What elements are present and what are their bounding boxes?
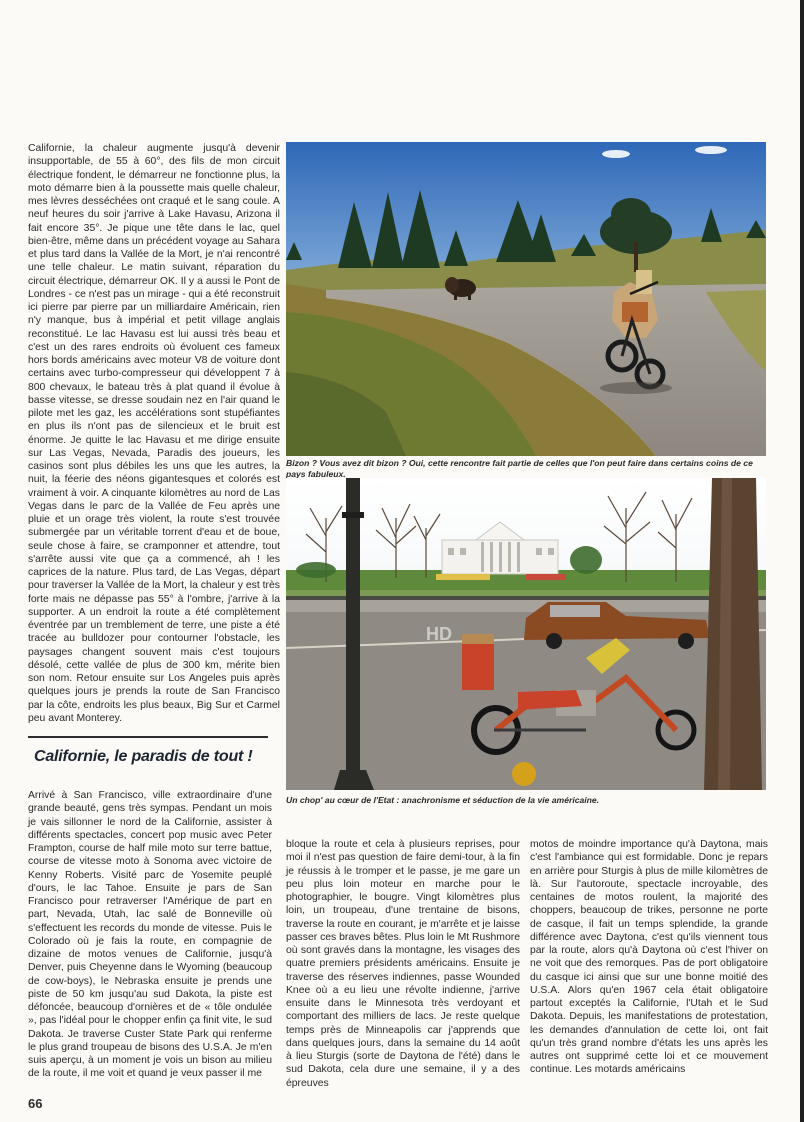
article-column-1: [28, 142, 280, 724]
photo-caption: Bizon ? Vous avez dit bizon ? Oui, cette rencontre fait partie de celles que l'on peut faire dans certains coins de ce pays fabuleux.: [286, 458, 753, 479]
article-paragraph: motos de moindre importance qu'à Daytona, mais c'est l'ambiance qui est formidable. Donc je repars en arrière pour Sturgis à plus de mille kilomètres de là. Sur l'autoroute, spectacle incroyable, des centaines de motos roulent, la majorité des choppers, beaucoup de trikes, personne ne porte de casque, il fait un temps splendide, la grande différence avec Daytona, c'est qu'ils viennent tous par la route, alors qu'à Daytona où c'est l'hiver on ne voit que des remorques. Pas de port obligatoire du casque ici ainsi que sur une bonne moitié des U.S.A. Alors qu'en 1967 cela était obligatoire partout exceptés la Californie, l'Utah et le Sud Dakota. Depuis, les manifestations de protestation, les demandes d'annulation de cette loi, ont fait qu'un très grand nombre d'états les uns après les autres ont supprimé cette loi et ce mouvement continue. Les motards américains: [530, 839, 768, 1076]
article-paragraph: bloque la route et cela à plusieurs reprises, pour moi il n'est pas question de faire demi-tour, à la fin je réussis à le tromper et le passe, je me gare un peu plus loin moteur en marche pour le photographier, le bougre. Vingt kilomètres plus loin, un troupeau, d'une trentaine de bisons, traverse la route en courant, je m'arrête et je laisse passer ces braves bêtes. Plus loin le Mt Rushmore où sont gravés dans la montagne, les visages des quatre premiers présidents américains. Ensuite je traverse des réserves indiennes, passe Wounded Knee où a eu lieu une révolte indienne, j'arrive ensuite dans le Minnesota très verdoyant et comportant des milliers de lacs. Je reste quelque temps près de Minneapolis car j'apprends que dans quelques jours, dans la semaine du 14 août à lieu Sturgis (sorte de Daytona de l'été) dans le sud Dakota, cela dure une semaine, il y a des épreuves: [286, 839, 520, 1089]
page-edge: [800, 0, 804, 1122]
whitehouse-photo: [286, 478, 766, 790]
whitehouse-scene-image: [286, 478, 766, 790]
watermark: HD: [426, 624, 452, 644]
page-number: 66: [28, 1096, 43, 1111]
article-column-2: [28, 789, 272, 1093]
article-paragraph: Arrivé à San Francisco, ville extraordinaire d'une grande beauté, gens très sympas. Pendant un mois je vais sillonner le nord de la Californie, assister à différents spectacles, concert pop music avec Peter Frampton, course de half mile moto sur terre battue, course de vitesse moto à Sonoma avec victoire de Kenny Roberts. Visité parc de Yosemite peuplé d'ours, le lac Tahoe. Ensuite je pars de San Francisco pour retraverser l'Amérique de part en part, Nevada, Utah, lac salé de Bonneville où s'effectuent les records du monde de vitesse. Puis le Colorado où je fais la route, en compagnie de dizaine de motos venues de Californie, jusqu'à Denver, puis Cheyenne dans le Wyoming (beaucoup de cow-boys), le Nebraska ensuite je prends une piste de 50 km jusqu'au sud Dakota, la piste est défoncée, beaucoup d'ornières et de « tôle ondulée », pas l'idéal pour le chopper enfin ça finit vite, le sud Dakota. Je traverse Custer State Park qui renferme le plus grand troupeau de bisons des U.S.A. Je m'en suis aperçu, à un moment je vois un bison au milieu de la route, il me voit et quand je veux passer il me: [28, 790, 272, 1080]
article-column-3: [286, 838, 520, 1100]
article-column-4: [530, 838, 768, 1100]
bison-photo: [286, 142, 766, 456]
section-divider: [28, 736, 268, 738]
section-heading: Californie, le paradis de tout !: [34, 748, 253, 765]
article-paragraph: Californie, la chaleur augmente jusqu'à devenir insupportable, de 55 à 60°, des fils de mon circuit électrique fondent, le démarreur ne fonctionne plus, la moto démarre bien à la poussette mais quelle chaleur, mes lèvres desséchées ont craqué et le sang coule. A neuf heures du soir j'arrive à Lake Havasu, Arizona il fait encore 35°. Je pique une tête dans le lac, quel bien-être, même dans un précédent voyage au Sahara et plus tard dans la Vallée de la Mort, je n'ai rencontré une telle chaleur. Le matin suivant, réparation du circuit électrique, démarreur OK. Il y a aussi le Pont de Londres - ce n'est pas un mirage - qui a été reconstruit ici pierre par pierre par un milliardaire Américain, rien n'y manque, bus à impérial et petit village anglais reconstitué. Le lac Havasu est lui aussi très beau et c'est un des rares endroits où évoluent ces fameux hors bords américains avec moteur V8 de voiture dont certains avec turbo-compresseur qui développent 7 à 800 chevaux, le bateau très à plat quand il évolue à basse vitesse, se dresse soudain nez en l'air quand le pilote met les gaz, les accélérations sont stupéfiantes en plus ils n'ont pas de silencieux et le bruit est énorme. Je quitte le lac Havasu et me dirige ensuite sur Las Vegas, Nevada, Paradis des joueurs, les casinos sont plus débiles les uns que les autres, la nuit, la féerie des néons gigantesques et colorés est vraiment à voir. A cinquante kilomètres au nord de Las Vegas dans le parc de la Vallée de Feu après une pluie et un orage très violent, la route s'est trouvée submergée par un véritable torrent d'eau et de boue, seule chose à faire, se cramponner et attendre, tout s'arrête aussi vite que ça a commencé, ah ! les caprices de la nature. Plus tard, de Las Vegas, départ pour traverser la Vallée de la Mort, la chaleur y est très forte mais ne dépasse pas 55° à l'ombre, j'arrive à la supporter. A un endroit la route a été complètement éventrée par un tremblement de terre, une piste a été tracée au bulldozer pour contourner l'obstacle, les paysages changent souvent mais c'est toujours désolé, cette vallée de plus de 300 km, mérite bien son nom. Retour ensuite sur Los Angeles puis après quelques jours je prends la route de San Francisco par la côte, endroits les plus beaux, Big Sur et Carmel peu avant Monterey.: [28, 143, 280, 724]
photo-caption: Un chop' au cœur de l'Etat : anachronisme et séduction de la vie américaine.: [286, 795, 600, 805]
bison-scene-image: [286, 142, 766, 456]
